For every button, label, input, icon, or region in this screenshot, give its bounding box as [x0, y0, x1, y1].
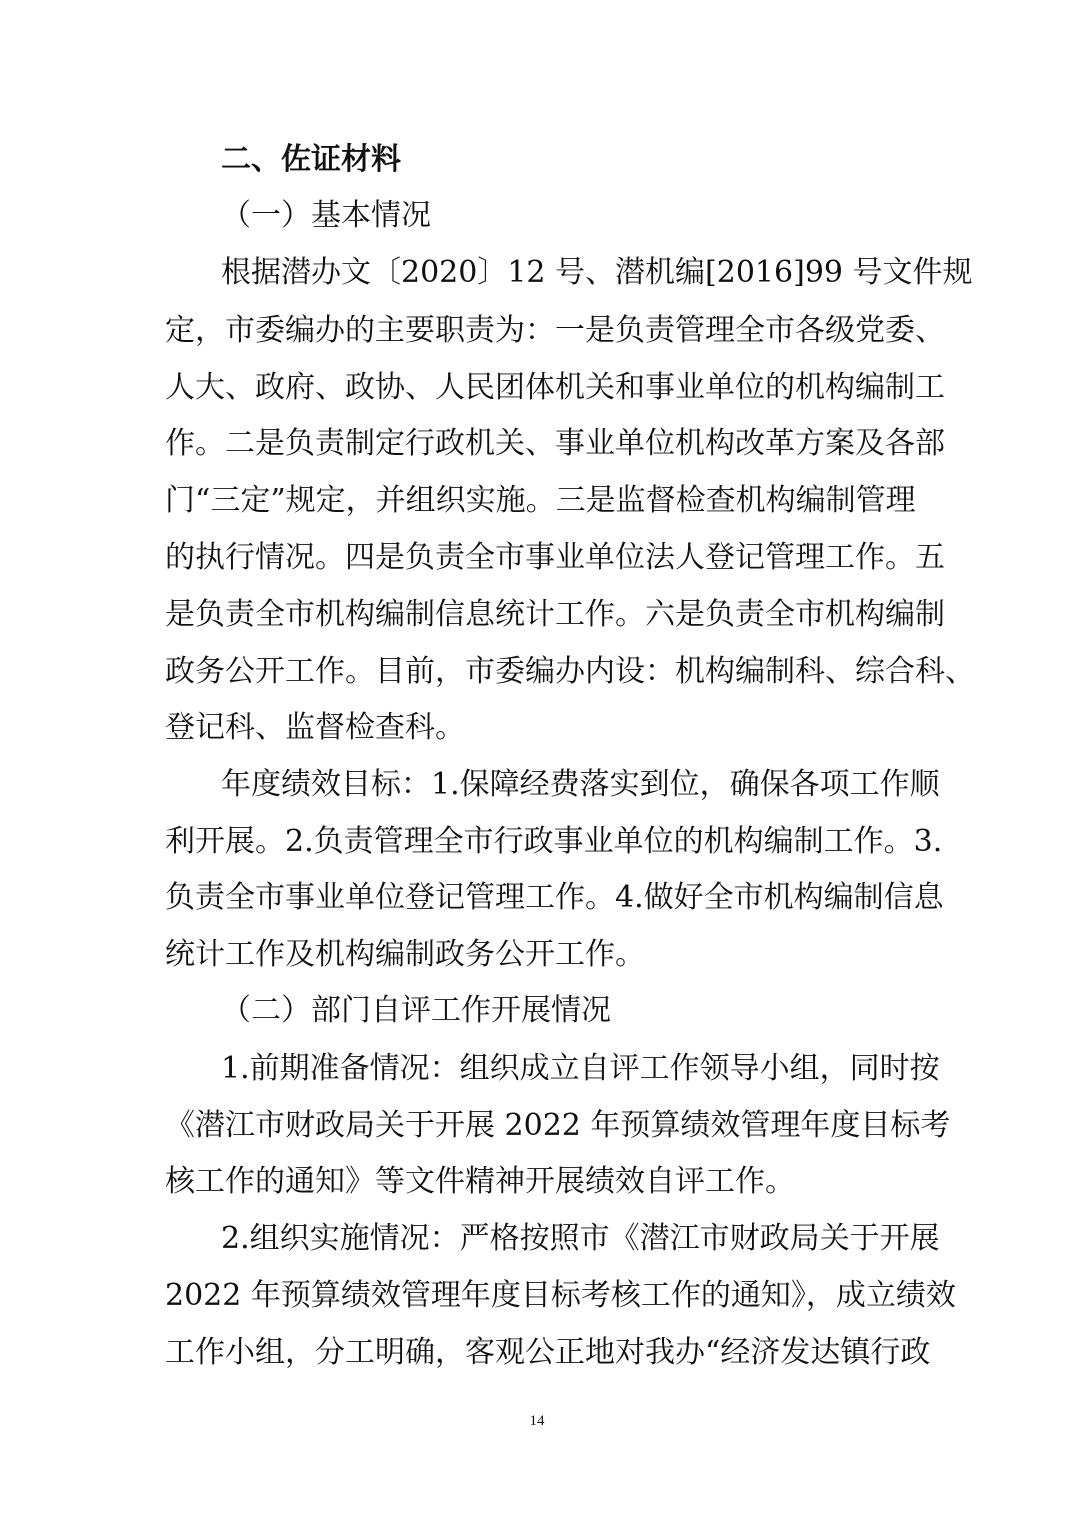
paragraph-line: 政务公开工作。目前，市委编办内设：机构编制科、综合科、 [165, 654, 975, 689]
paragraph-line: 的执行情况。四是负责全市事业单位法人登记管理工作。五 [165, 540, 945, 575]
paragraph-line: 人大、政府、政协、人民团体机关和事业单位的机构编制工 [165, 370, 945, 405]
paragraph-line: 年度绩效目标：1.保障经费落实到位，确保各项工作顺 [221, 767, 940, 802]
paragraph-line: 门“三定”规定，并组织实施。三是监督检查机构编制管理 [165, 483, 916, 518]
paragraph-line: 1.前期准备情况：组织成立自评工作领导小组，同时按 [221, 1051, 940, 1086]
paragraph-line: 登记科、监督检查科。 [165, 710, 465, 745]
subsection-title-self-evaluation: （二）部门自评工作开展情况 [221, 993, 611, 1028]
paragraph-line: 2.组织实施情况：严格按照市《潜江市财政局关于开展 [221, 1221, 940, 1256]
paragraph-line: 负责全市事业单位登记管理工作。4.做好全市机构编制信息 [165, 880, 944, 915]
paragraph-line: 是负责全市机构编制信息统计工作。六是负责全市机构编制 [165, 597, 945, 632]
paragraph-line: 作。二是负责制定行政机关、事业单位机构改革方案及各部 [165, 426, 945, 461]
section-title: 二、佐证材料 [221, 142, 401, 177]
paragraph-line: 利开展。2.负责管理全市行政事业单位的机构编制工作。3. [165, 824, 943, 859]
paragraph-line: 定，市委编办的主要职责为：一是负责管理全市各级党委、 [165, 313, 945, 348]
paragraph-line: 工作小组，分工明确，客观公正地对我办“经济发达镇行政 [165, 1335, 931, 1370]
paragraph-line: 2022 年预算绩效管理年度目标考核工作的通知》，成立绩效 [165, 1278, 956, 1313]
paragraph-line: 核工作的通知》等文件精神开展绩效自评工作。 [165, 1164, 795, 1199]
paragraph-line: 根据潜办文〔2020〕12 号、潜机编[2016]99 号文件规 [221, 255, 973, 290]
paragraph-line: 《潜江市财政局关于开展 2022 年预算绩效管理年度目标考 [165, 1108, 951, 1143]
subsection-title-basic: （一）基本情况 [221, 198, 431, 233]
paragraph-line: 统计工作及机构编制政务公开工作。 [165, 937, 645, 972]
page-number: 14 [529, 1413, 545, 1429]
